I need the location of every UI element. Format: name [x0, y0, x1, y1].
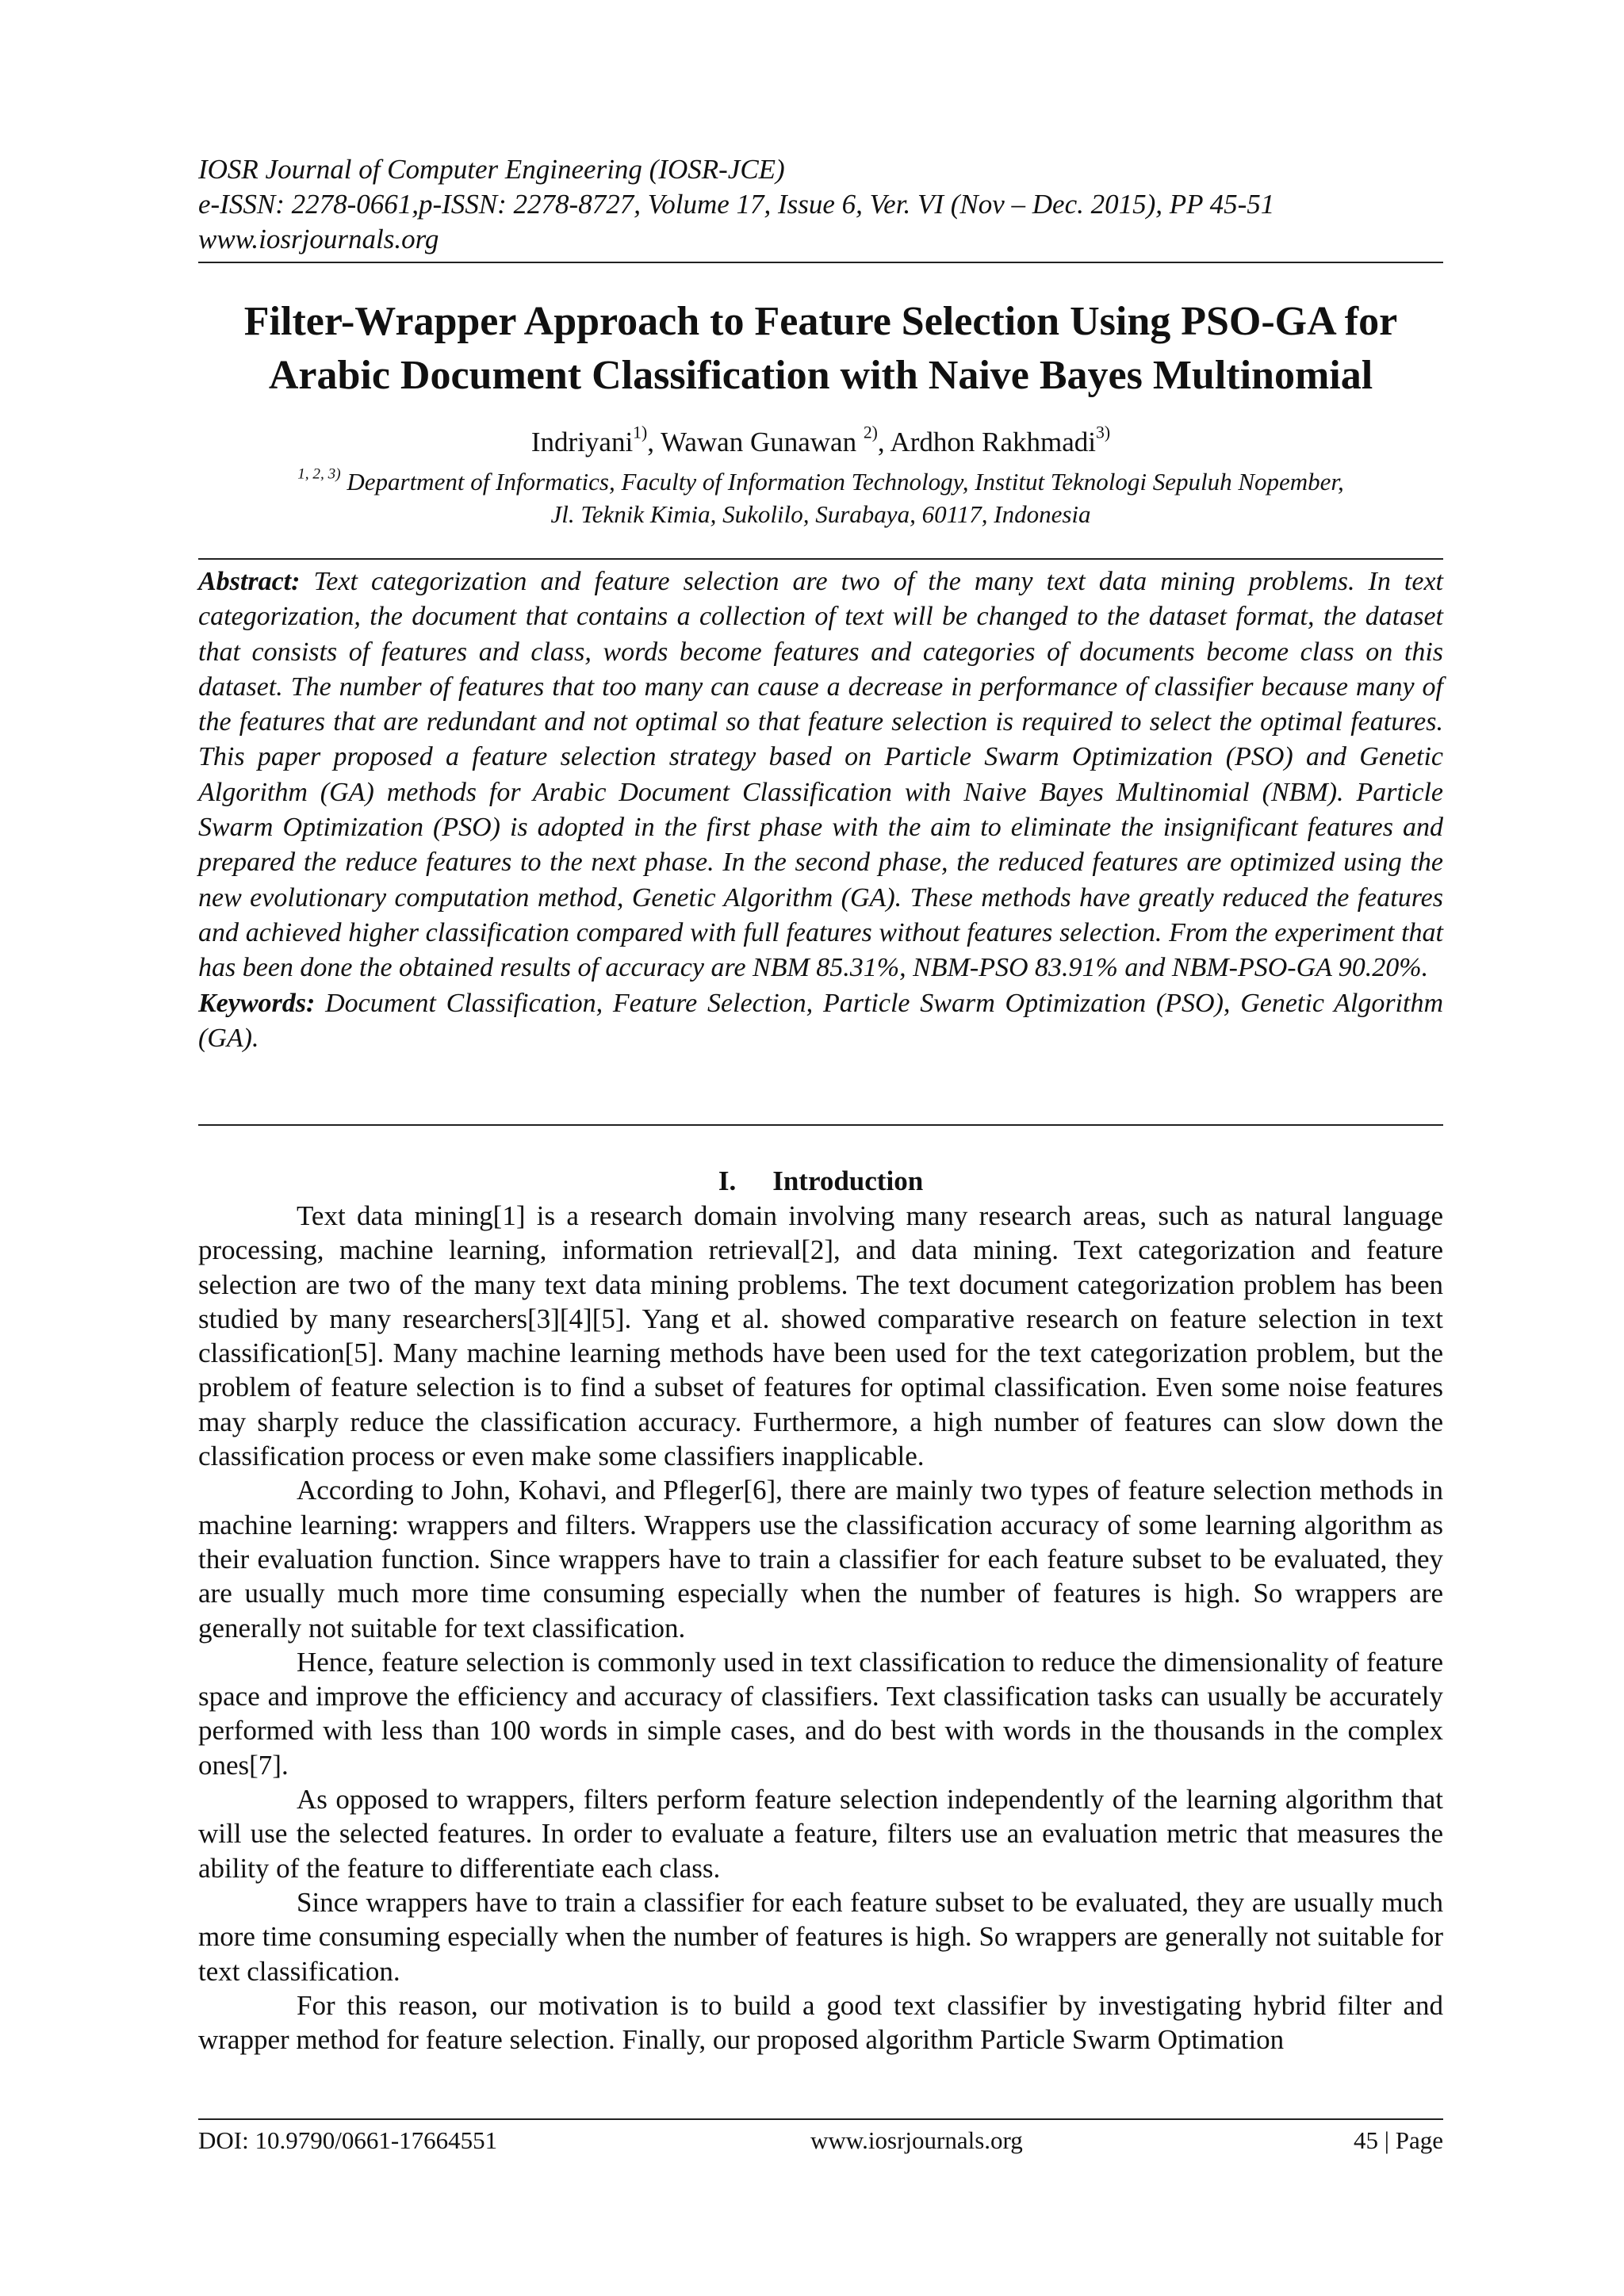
- abstract-label: Abstract:: [198, 567, 301, 596]
- section-title: Introduction: [772, 1165, 924, 1196]
- footer-rule: [198, 2118, 1443, 2120]
- paragraph: According to John, Kohavi, and Pfleger[6], there are mainly two types of feature selection methods in machine learning: wrappers and filters. Wrappers use the classification accuracy of some learning algorithm as their evaluation function. Since wrappers have to train a classifier for each feature subset to be evaluated, they are usually much more time consuming especially when the number of features is high. So wrappers are generally not suitable for text classification.: [198, 1475, 1443, 1644]
- section-number: I.: [718, 1165, 737, 1196]
- paragraph: For this reason, our motivation is to build a good text classifier by investigating hybrid filter and wrapper method for feature selection. Finally, our proposed algorithm Particle Swarm Optimation: [198, 1989, 1443, 2056]
- affiliation-text: Department of Informatics, Faculty of Information Technology, Institut Teknologi Sepuluh Nopember,: [340, 468, 1344, 496]
- journal-name: IOSR Journal of Computer Engineering (IOSR-JCE): [198, 154, 785, 185]
- journal-website: www.iosrjournals.org: [198, 224, 439, 254]
- author-2: , Wawan Gunawan: [647, 427, 864, 457]
- author-list: [198, 425, 1443, 460]
- abstract-bottom-rule: [198, 1124, 1443, 1126]
- paragraph: As opposed to wrappers, filters perform feature selection independently of the learning algorithm that will use the selected features. In order to evaluate a feature, filters use an evaluation metric that measures the ability of the feature to differentiate each class.: [198, 1784, 1443, 1884]
- paper-title-line-2: Arabic Document Classification with Naive Bayes Multinomial: [268, 353, 1373, 398]
- author-1: Indriyani: [530, 427, 634, 457]
- header-rule: [198, 262, 1443, 263]
- paragraph: Since wrappers have to train a classifier for each feature subset to be evaluated, they are usually much more time consuming especially when the number of features is high. So wrappers are generally not suitable for text classification.: [198, 1886, 1443, 1987]
- paragraph: Text data mining[1] is a research domain involving many research areas, such as natural language processing, machine learning, information retrieval[2], and data mining. Text categorization and feature selection are two of the many text data mining problems. The text document categorization problem has been studied by many researchers[3][4][5]. Yang et al. showed comparative research on feature selection in text classification[5]. Many machine learning methods have been used for the text categorization problem, but the problem of feature selection is to find a subset of features for optimal classification. Even some noise features may sharply reduce the classification accuracy. Furthermore, a high number of features can slow down the classification process or even make some classifiers inapplicable.: [198, 1200, 1443, 1472]
- keywords-text: Document Classification, Feature Selection, Particle Swarm Optimization (PSO), Genetic Algorithm (GA).: [198, 988, 1443, 1053]
- abstract-top-rule: [198, 558, 1443, 560]
- author-2-affil: 2): [863, 423, 878, 442]
- footer-page-number: 45 | Page: [1354, 2126, 1443, 2154]
- affiliation-line-1: [198, 466, 1443, 498]
- journal-issn: e-ISSN: 2278-0661,p-ISSN: 2278-8727, Volume 17, Issue 6, Ver. VI (Nov – Dec. 2015), PP 45-51: [198, 189, 1275, 220]
- footer-website: www.iosrjournals.org: [810, 2126, 1023, 2154]
- keywords-label: Keywords:: [198, 988, 316, 1018]
- introduction-body: [198, 1199, 1443, 2057]
- paper-title-line-1: Filter-Wrapper Approach to Feature Selection Using PSO-GA for: [243, 299, 1398, 344]
- author-3: , Ardhon Rakhmadi: [877, 427, 1097, 457]
- abstract-text: Text categorization and feature selection are two of the many text data mining problems. In text categorization, the document that contains a collection of text will be changed to the dataset format, the dataset that consists of features and class, words become features and categories of documents become class on this dataset. The number of features that too many can cause a decrease in performance of classifier because many of the features that are redundant and not optimal so that feature selection is required to select the optimal features. This paper proposed a feature selection strategy based on Particle Swarm Optimization (PSO) and Genetic Algorithm (GA) methods for Arabic Document Classification with Naive Bayes Multinomial (NBM). Particle Swarm Optimization (PSO) is adopted in the first phase with the aim to eliminate the insignificant features and prepared the reduce features to the next phase. In the second phase, the reduced features are optimized using the new evolutionary computation method, Genetic Algorithm (GA). These methods have greatly reduced the features and achieved higher classification compared with full features without features selection. From the experiment that has been done the obtained results of accuracy are NBM 85.31%, NBM-PSO 83.91% and NBM-PSO-GA 90.20%.: [198, 567, 1443, 983]
- abstract: [198, 564, 1443, 1056]
- affiliation-line-2: Jl. Teknik Kimia, Sukolilo, Surabaya, 60117, Indonesia: [550, 500, 1091, 528]
- paragraph: Hence, feature selection is commonly used in text classification to reduce the dimensionality of feature space and improve the efficiency and accuracy of classifiers. Text classification tasks can usually be accurately performed with less than 100 words in simple cases, and do best with words in the thousands in the complex ones[7].: [198, 1646, 1443, 1781]
- section-heading: [198, 1164, 1443, 1199]
- footer-doi: DOI: 10.9790/0661-17664551: [198, 2126, 498, 2154]
- author-3-affil: 3): [1096, 423, 1111, 442]
- affiliation-marker: 1, 2, 3): [297, 465, 341, 483]
- author-1-affil: 1): [633, 423, 648, 442]
